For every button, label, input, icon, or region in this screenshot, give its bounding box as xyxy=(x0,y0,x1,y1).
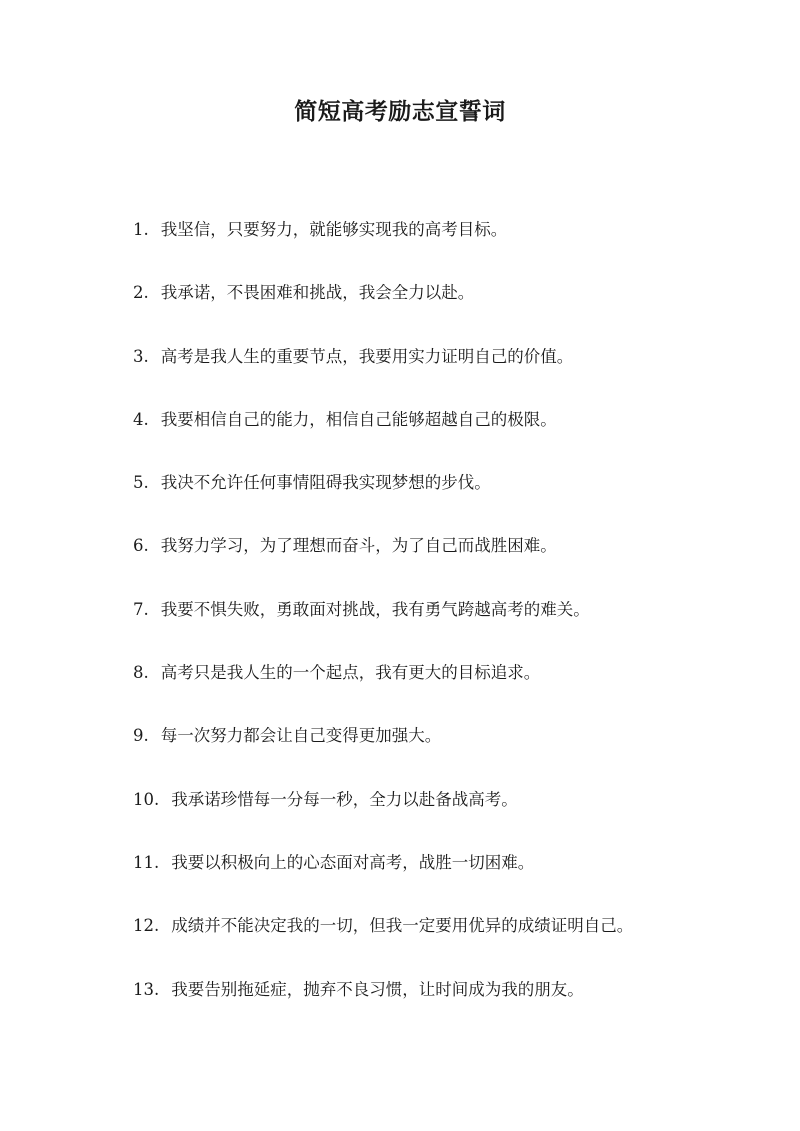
list-item xyxy=(133,974,753,1037)
list-item xyxy=(133,530,753,593)
item-number: 11. xyxy=(133,852,160,872)
item-text: 我承诺，不畏困难和挑战，我会全力以赴。 xyxy=(160,283,475,303)
list-item xyxy=(133,467,753,530)
list-item xyxy=(133,341,753,404)
item-number: 1. xyxy=(133,220,149,239)
item-number: 7. xyxy=(133,599,149,619)
list-item xyxy=(133,594,753,657)
item-number: 4. xyxy=(133,409,149,429)
item-text: 我要不惧失败，勇敢面对挑战，我有勇气跨越高考的难关。 xyxy=(160,599,590,619)
item-number: 13. xyxy=(133,979,160,999)
list-item xyxy=(133,277,753,340)
item-text: 每一次努力都会让自己变得更加强大。 xyxy=(160,726,442,746)
item-text: 我要告别拖延症，抛弃不良习惯，让时间成为我的朋友。 xyxy=(171,979,584,999)
item-number: 9. xyxy=(133,726,149,746)
list-item xyxy=(133,910,753,973)
item-number: 5. xyxy=(133,473,149,493)
item-number: 12. xyxy=(133,916,160,936)
item-text: 我努力学习，为了理想而奋斗，为了自己而战胜困难。 xyxy=(160,536,557,556)
list-item xyxy=(133,784,753,847)
item-number: 8. xyxy=(133,663,149,683)
document-title: 简短高考励志宣誓词 xyxy=(294,98,506,125)
item-text: 我决不允许任何事情阻碍我实现梦想的步伐。 xyxy=(160,473,491,493)
item-number: 2. xyxy=(133,283,149,303)
item-text: 高考只是我人生的一个起点，我有更大的目标追求。 xyxy=(160,663,541,683)
list-item xyxy=(133,657,753,720)
item-text: 高考是我人生的重要节点，我要用实力证明自己的价值。 xyxy=(160,346,574,366)
item-number: 3. xyxy=(133,346,149,366)
list-item xyxy=(133,404,753,467)
item-number: 10. xyxy=(133,789,160,809)
item-text: 我坚信，只要努力，就能够实现我的高考目标。 xyxy=(160,220,508,239)
list-item xyxy=(133,847,753,910)
item-text: 成绩并不能决定我的一切，但我一定要用优异的成绩证明自己。 xyxy=(171,916,634,936)
list-item xyxy=(133,214,753,277)
pledge-list xyxy=(133,214,753,1037)
item-number: 6. xyxy=(133,536,149,556)
list-item xyxy=(133,720,753,783)
item-text: 我要相信自己的能力，相信自己能够超越自己的极限。 xyxy=(160,409,557,429)
item-text: 我承诺珍惜每一分每一秒，全力以赴备战高考。 xyxy=(171,789,518,809)
item-text: 我要以积极向上的心态面对高考，战胜一切困难。 xyxy=(171,852,535,872)
